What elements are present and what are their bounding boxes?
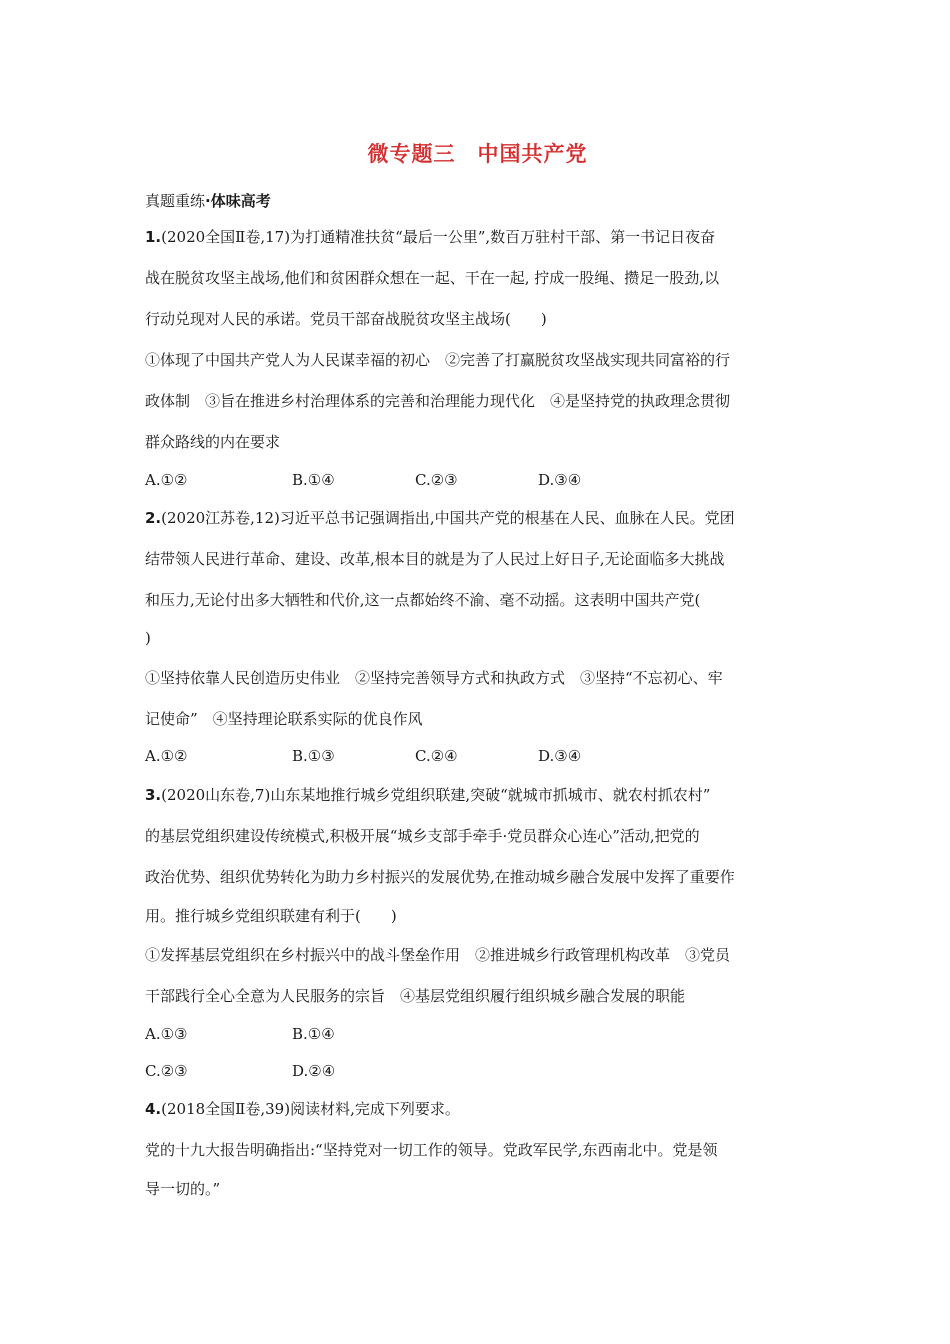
q3-line-5: ①发挥基层党组织在乡村振兴中的战斗堡垒作用 ②推进城乡行政管理机构改革 ③党员 [145, 946, 731, 964]
q3-line-4: 用。推行城乡党组织联建有利于( ) [145, 907, 397, 925]
q2-option-c[interactable]: C.②④ [415, 747, 458, 765]
q1-line-5: 政体制 ③旨在推进乡村治理体系的完善和治理能力现代化 ④是坚持党的执政理念贯彻 [145, 392, 731, 410]
q3-number: 3. [145, 786, 162, 804]
q4-line-1 [145, 1099, 810, 1119]
q1-option-a[interactable]: A.①② [145, 471, 188, 489]
q4-text: (2018全国Ⅱ卷,39)阅读材料,完成下列要求。 [161, 1100, 460, 1118]
q1-line-2: 战在脱贫攻坚主战场,他们和贫困群众想在一起、干在一起, 拧成一股绳、攒足一股劲,以 [145, 269, 720, 287]
q1-option-c[interactable]: C.②③ [415, 471, 458, 489]
q1-text: (2020全国Ⅱ卷,17)为打通精准扶贫“最后一公里”,数百万驻村干部、第一书记日夜奋 [161, 228, 716, 246]
q2-option-b[interactable]: B.①③ [292, 747, 335, 765]
q1-number: 1. [145, 228, 162, 246]
q2-text: (2020江苏卷,12)习近平总书记强调指出,中国共产党的根基在人民、血脉在人民。党团 [161, 509, 735, 527]
q3-option-c[interactable]: C.②③ [145, 1062, 188, 1080]
q3-option-a[interactable]: A.①③ [145, 1025, 188, 1043]
q1-line-6: 群众路线的内在要求 [145, 433, 281, 451]
q3-line-6: 干部践行全心全意为人民服务的宗旨 ④基层党组织履行组织城乡融合发展的职能 [145, 987, 686, 1005]
q3-line-2: 的基层党组织建设传统模式,积极开展“城乡支部手牵手·党员群众心连心”活动,把党的 [145, 827, 700, 845]
q1-line-3: 行动兑现对人民的承诺。党员干部奋战脱贫攻坚主战场( ) [145, 310, 547, 328]
q1-option-b[interactable]: B.①④ [292, 471, 335, 489]
page-title: 微专题三 中国共产党 [367, 142, 588, 166]
q2-line-1 [145, 508, 810, 528]
q2-line-2: 结带领人民进行革命、建设、改革,根本目的就是为了人民过上好日子,无论面临多大挑战 [145, 550, 725, 568]
q2-line-5: ①坚持依靠人民创造历史伟业 ②坚持完善领导方式和执政方式 ③坚持“不忘初心、牢 [145, 669, 723, 687]
q2-line-4: ) [145, 629, 151, 647]
q2-line-3: 和压力,无论付出多大牺牲和代价,这一点都始终不渝、毫不动摇。这表明中国共产党( [145, 591, 701, 609]
q3-option-b[interactable]: B.①④ [292, 1025, 335, 1043]
section-bold-label: 体味高考 [210, 192, 271, 210]
q3-text: (2020山东卷,7)山东某地推行城乡党组织联建,突破“就城市抓城市、就农村抓农村” [161, 786, 711, 804]
q3-line-3: 政治优势、组织优势转化为助力乡村振兴的发展优势,在推动城乡融合发展中发挥了重要作 [145, 868, 735, 886]
section-dot: · [205, 192, 211, 210]
q2-option-d[interactable]: D.③④ [538, 747, 582, 765]
q1-option-d[interactable]: D.③④ [538, 471, 582, 489]
q1-line-4: ①体现了中国共产党人为人民谋幸福的初心 ②完善了打赢脱贫攻坚战实现共同富裕的行 [145, 351, 731, 369]
section-label: 真题重练 [145, 192, 206, 210]
q3-option-d[interactable]: D.②④ [292, 1062, 336, 1080]
q4-line-3: 导一切的。” [145, 1180, 221, 1198]
q2-option-a[interactable]: A.①② [145, 747, 188, 765]
q3-line-1 [145, 785, 810, 805]
q1-line-1 [145, 227, 810, 247]
q2-number: 2. [145, 509, 162, 527]
section-heading [145, 190, 271, 211]
q4-line-2: 党的十九大报告明确指出:“坚持党对一切工作的领导。党政军民学,东西南北中。党是领 [145, 1141, 718, 1159]
q2-line-6: 记使命” ④坚持理论联系实际的优良作风 [145, 710, 423, 728]
q4-number: 4. [145, 1100, 162, 1118]
